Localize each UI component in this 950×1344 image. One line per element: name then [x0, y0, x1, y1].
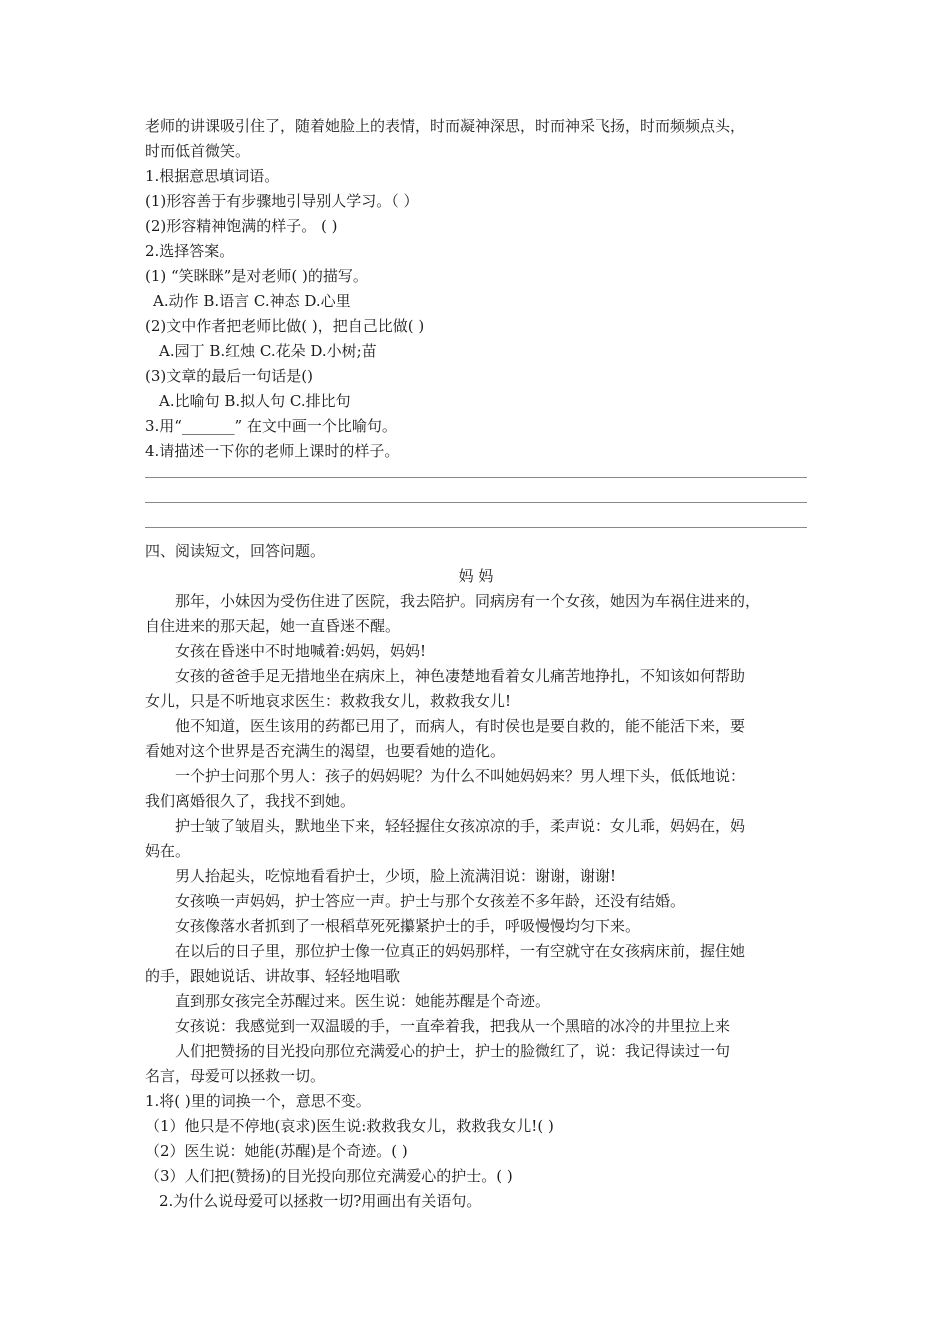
answer-options: A.动作 B.语言 C.神态 D.心里: [153, 292, 351, 310]
answer-blank-line[interactable]: [145, 464, 807, 489]
passage-line: 女孩的爸爸手足无措地坐在病床上，神色凄楚地看着女儿痛苦地挣扎，不知该如何帮助: [175, 667, 746, 685]
passage-line: 老师的讲课吸引住了，随着她脸上的表情，时而凝神深思，时而神采飞扬，时而频频点头，: [145, 117, 746, 135]
question-title: 1.根据意思填词语。: [145, 167, 280, 185]
passage-line: 自住进来的那天起，她一直昏迷不醒。: [145, 617, 401, 635]
question-item: (1)形容善于有步骤地引导别人学习。（ ）: [145, 192, 419, 210]
question-title: 4.请描述一下你的老师上课时的样子。: [145, 442, 400, 460]
question-item: (1) “笑眯眯”是对老师( )的描写。: [145, 267, 368, 285]
passage-line: 女孩唤一声妈妈，护士答应一声。护士与那个女孩差不多年龄，还没有结婚。: [175, 892, 686, 910]
passage-line: 女孩在昏迷中不时地喊着:妈妈，妈妈!: [175, 642, 427, 660]
section-heading: 四、阅读短文，回答问题。: [145, 542, 326, 560]
worksheet-page: [145, 114, 807, 1214]
question-item: （3）人们把(赞扬)的目光投向那位充满爱心的护士。( ): [145, 1167, 513, 1185]
passage-line: 女儿，只是不听地哀求医生：救救我女儿，救救我女儿!: [145, 692, 512, 710]
passage-line: 男人抬起头，吃惊地看看护士，少顷，脸上流满泪说：谢谢，谢谢!: [175, 867, 617, 885]
question-item: （2）医生说：她能(苏醒)是个奇迹。( ): [145, 1142, 408, 1160]
passage-line: 护士皱了皱眉头，默地坐下来，轻轻握住女孩凉凉的手，柔声说：女儿乖，妈妈在，妈: [175, 817, 746, 835]
question-item: (2)文中作者把老师比做( )，把自己比做( ): [145, 317, 425, 335]
passage-line: 女孩说：我感觉到一双温暖的手，一直牵着我，把我从一个黑暗的冰冷的井里拉上来: [175, 1017, 731, 1035]
question-item: (3)文章的最后一句话是(): [145, 367, 313, 385]
question-item: (2)形容精神饱满的样子。 ( ): [145, 217, 338, 235]
answer-blank-line[interactable]: [145, 489, 807, 514]
passage-line: 的手，跟她说话、讲故事、轻轻地唱歌: [145, 967, 401, 985]
passage-body: [145, 589, 807, 1089]
passage-line: 那年，小妹因为受伤住进了医院，我去陪护。同病房有一个女孩，她因为车祸住进来的，: [175, 592, 761, 610]
passage-line: 一个护士问那个男人：孩子的妈妈呢？为什么不叫她妈妈来？男人埋下头，低低地说：: [175, 767, 746, 785]
question-item: （1）他只是不停地(哀求)医生说:救救我女儿，救救我女儿!( ): [145, 1117, 554, 1135]
passage-line: 妈在。: [145, 842, 191, 860]
passage-line: 在以后的日子里，那位护士像一位真正的妈妈那样，一有空就守在女孩病床前，握住她: [175, 942, 746, 960]
question-title: 2.选择答案。: [145, 242, 235, 260]
passage-line: 看她对这个世界是否充满生的渴望，也要看她的造化。: [145, 742, 506, 760]
passage-line: 人们把赞扬的目光投向那位充满爱心的护士，护士的脸微红了，说：我记得读过一句: [175, 1042, 731, 1060]
passage-line: 时而低首微笑。: [145, 142, 251, 160]
answer-blank-line[interactable]: [145, 514, 807, 539]
question-title: 2.为什么说母爱可以拯救一切?用画出有关语句。: [159, 1192, 482, 1210]
passage-line: 他不知道，医生该用的药都已用了，而病人，有时侯也是要自救的，能不能活下来，要: [175, 717, 746, 735]
passage-title: 妈 妈: [458, 567, 494, 585]
passage-line: 我们离婚很久了，我找不到她。: [145, 792, 356, 810]
passage-line: 女孩像落水者抓到了一根稻草死死攥紧护士的手，呼吸慢慢均匀下来。: [175, 917, 641, 935]
question-title: 3.用“_______” 在文中画一个比喻句。: [145, 417, 397, 435]
passage-line: 名言，母爱可以拯救一切。: [145, 1067, 326, 1085]
question-title: 1.将( )里的词换一个，意思不变。: [145, 1092, 371, 1110]
passage-line: 直到那女孩完全苏醒过来。医生说：她能苏醒是个奇迹。: [175, 992, 551, 1010]
answer-options: A.园丁 B.红烛 C.花朵 D.小树;苗: [159, 342, 377, 360]
answer-options: A.比喻句 B.拟人句 C.排比句: [159, 392, 351, 410]
